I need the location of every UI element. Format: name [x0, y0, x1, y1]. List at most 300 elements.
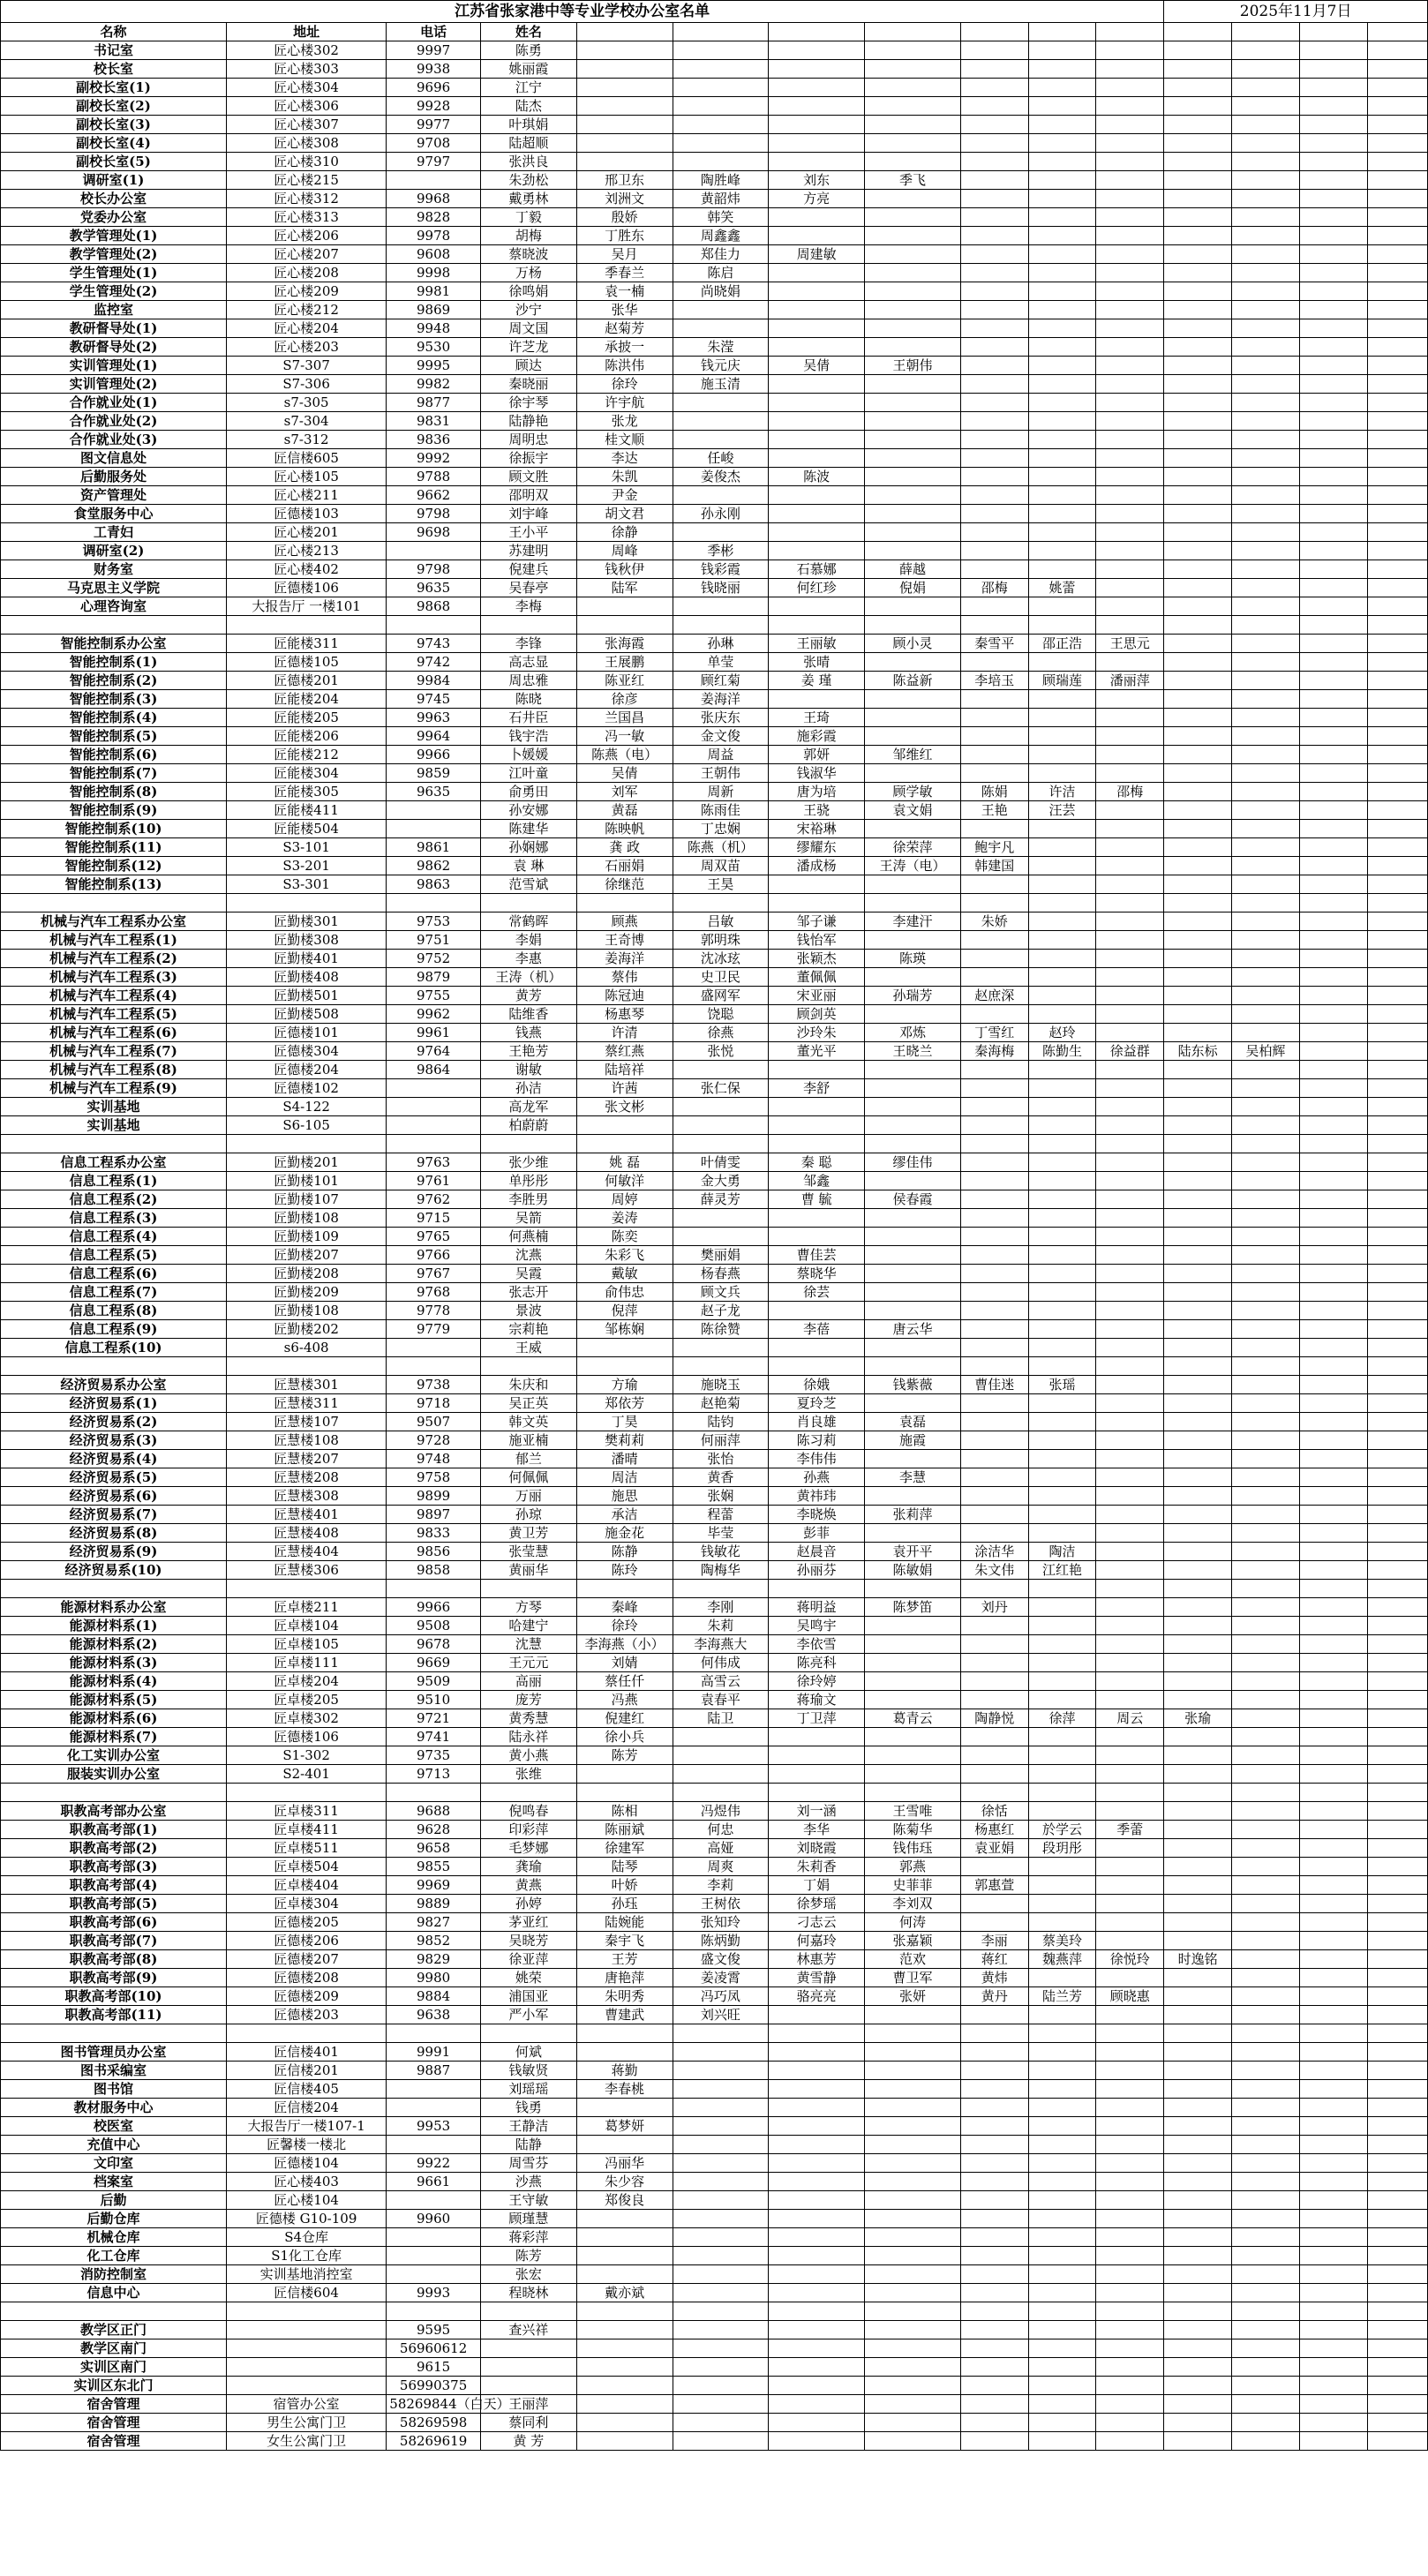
room-phone	[387, 616, 481, 635]
person-name	[1164, 1617, 1232, 1635]
table-row	[1, 801, 1428, 820]
room-address: 匠卓楼304	[226, 1895, 386, 1913]
person-name	[1232, 875, 1300, 894]
room-phone: 9829	[387, 1950, 481, 1969]
person-name	[1232, 264, 1300, 282]
table-row	[1, 635, 1428, 653]
person-name	[1367, 505, 1427, 523]
person-name	[1028, 1153, 1096, 1172]
person-name	[1028, 1116, 1096, 1135]
person-name	[865, 2247, 961, 2265]
room-name: 职教高考部(10)	[1, 1987, 227, 2006]
person-name	[1028, 764, 1096, 783]
person-name	[673, 2395, 769, 2414]
person-name	[1232, 542, 1300, 560]
person-name	[1299, 97, 1367, 116]
person-name	[960, 1302, 1028, 1320]
room-name: 机械与汽车工程系办公室	[1, 912, 227, 931]
person-name	[1232, 2414, 1300, 2432]
room-name: 后勤服务处	[1, 468, 227, 486]
room-phone: 9868	[387, 597, 481, 616]
person-name	[865, 2228, 961, 2247]
person-name	[1232, 1172, 1300, 1190]
person-name	[769, 227, 865, 245]
room-name: 实训管理处(1)	[1, 357, 227, 375]
person-name	[1299, 894, 1367, 912]
person-name	[1164, 1821, 1232, 1839]
room-name	[1, 1135, 227, 1153]
table-row	[1, 1468, 1428, 1487]
person-name: 丁昊	[576, 1413, 673, 1431]
person-name: 宋裕琳	[769, 820, 865, 838]
room-address: 匠信楼204	[226, 2099, 386, 2117]
table-row	[1, 2339, 1428, 2358]
person-name: 韩建国	[960, 857, 1028, 875]
person-name: 施彩霞	[769, 727, 865, 746]
person-name: 夏玲芝	[769, 1394, 865, 1413]
person-name	[1299, 227, 1367, 245]
person-name	[960, 2321, 1028, 2339]
person-name	[1232, 838, 1300, 857]
table-row	[1, 1691, 1428, 1709]
person-name	[1299, 2302, 1367, 2321]
person-name	[1164, 1802, 1232, 1821]
person-name	[1367, 2136, 1427, 2154]
person-name: 时逸铭	[1164, 1950, 1232, 1969]
person-name	[1299, 282, 1367, 301]
room-name: 党委办公室	[1, 208, 227, 227]
person-name	[673, 1061, 769, 1079]
table-row	[1, 2173, 1428, 2191]
person-name	[576, 2265, 673, 2284]
person-name: 黄炜	[960, 1969, 1028, 1987]
table-row	[1, 820, 1428, 838]
person-name: 李伟伟	[769, 1450, 865, 1468]
table-row	[1, 987, 1428, 1005]
person-name	[1096, 2173, 1164, 2191]
table-row	[1, 672, 1428, 690]
person-name	[1232, 2395, 1300, 2414]
person-name	[1367, 1839, 1427, 1858]
person-name	[673, 1228, 769, 1246]
person-name	[865, 301, 961, 319]
person-name	[1096, 41, 1164, 60]
person-name: 涂洁华	[960, 1543, 1028, 1561]
person-name: 赵艳菊	[673, 1394, 769, 1413]
person-name: 陈敏娟	[865, 1561, 961, 1580]
person-name	[673, 1765, 769, 1784]
person-name: 陈益新	[865, 672, 961, 690]
person-name: 冯丽华	[576, 2154, 673, 2173]
person-name	[1367, 116, 1427, 134]
room-name: 经济贸易系(1)	[1, 1394, 227, 1413]
person-name	[1164, 505, 1232, 523]
person-name	[1367, 801, 1427, 820]
person-name	[1164, 2136, 1232, 2154]
room-phone: 9968	[387, 190, 481, 208]
table-row	[1, 653, 1428, 672]
person-name	[1096, 1506, 1164, 1524]
person-name	[865, 375, 961, 394]
person-name	[1164, 1784, 1232, 1802]
room-name: 充值中心	[1, 2136, 227, 2154]
person-name: 张龙	[576, 412, 673, 431]
person-name	[960, 1246, 1028, 1265]
person-name	[1232, 2154, 1300, 2173]
person-name	[1299, 1320, 1367, 1339]
person-name: 张莉萍	[865, 1506, 961, 1524]
table-row	[1, 1561, 1428, 1580]
room-name: 能源材料系(1)	[1, 1617, 227, 1635]
person-name	[865, 820, 961, 838]
person-name: 陶梅华	[673, 1561, 769, 1580]
person-name: 秦海梅	[960, 1042, 1028, 1061]
room-name	[1, 1580, 227, 1598]
person-name	[960, 1431, 1028, 1450]
person-name: 张华	[576, 301, 673, 319]
table-row	[1, 1042, 1428, 1061]
person-name	[769, 1302, 865, 1320]
room-phone: 9753	[387, 912, 481, 931]
person-name: 吴倩	[576, 764, 673, 783]
person-name	[1299, 1802, 1367, 1821]
room-phone: 9741	[387, 1728, 481, 1746]
person-name	[769, 2358, 865, 2377]
person-name	[673, 1580, 769, 1598]
person-name	[1367, 1042, 1427, 1061]
person-name	[673, 134, 769, 153]
person-name	[960, 338, 1028, 357]
person-name	[1232, 950, 1300, 968]
person-name	[769, 875, 865, 894]
person-name	[1028, 97, 1096, 116]
person-name	[1164, 2265, 1232, 2284]
person-name	[1164, 987, 1232, 1005]
person-name: 朱莉	[673, 1617, 769, 1635]
person-name	[1028, 1413, 1096, 1431]
person-name	[1028, 2265, 1096, 2284]
person-name	[673, 2302, 769, 2321]
person-name	[960, 2302, 1028, 2321]
room-address: 匠卓楼411	[226, 1821, 386, 1839]
person-name	[1096, 727, 1164, 746]
person-name	[865, 1672, 961, 1691]
person-name	[1164, 1320, 1232, 1339]
person-name	[1028, 1913, 1096, 1932]
person-name	[1164, 79, 1232, 97]
person-name: 袁文娟	[865, 801, 961, 820]
person-name	[1164, 672, 1232, 690]
room-phone: 9831	[387, 412, 481, 431]
person-name	[1164, 1858, 1232, 1876]
person-name	[1028, 2228, 1096, 2247]
person-name	[960, 1153, 1028, 1172]
person-name	[576, 1580, 673, 1598]
person-name	[1299, 1506, 1367, 1524]
person-name	[1164, 1654, 1232, 1672]
room-phone: 9977	[387, 116, 481, 134]
person-name	[1299, 449, 1367, 468]
person-name	[960, 2284, 1028, 2302]
person-name	[1367, 1506, 1427, 1524]
room-address: S4-122	[226, 1098, 386, 1116]
room-address: 匠卓楼204	[226, 1672, 386, 1691]
person-name	[1299, 1598, 1367, 1617]
room-name: 信息工程系(1)	[1, 1172, 227, 1190]
person-name	[1028, 301, 1096, 319]
person-name	[576, 2024, 673, 2043]
person-name	[1028, 1265, 1096, 1283]
table-row	[1, 1598, 1428, 1617]
person-name	[1096, 2284, 1164, 2302]
person-name: 张庆东	[673, 709, 769, 727]
room-address: 匠勤楼101	[226, 1172, 386, 1190]
person-name	[960, 1691, 1028, 1709]
person-name	[769, 1746, 865, 1765]
room-phone: 9767	[387, 1265, 481, 1283]
person-name: 陆永祥	[480, 1728, 576, 1746]
person-name	[865, 134, 961, 153]
person-name: 王涛（电）	[865, 857, 961, 875]
person-name	[1367, 1876, 1427, 1895]
person-name: 石慕娜	[769, 560, 865, 579]
person-name	[1028, 227, 1096, 245]
person-name	[865, 1209, 961, 1228]
room-name: 职教高考部(9)	[1, 1969, 227, 1987]
room-name: 智能控制系(9)	[1, 801, 227, 820]
person-name: 单莹	[673, 653, 769, 672]
room-phone: 9962	[387, 1005, 481, 1024]
person-name	[769, 412, 865, 431]
person-name: 张悦	[673, 1042, 769, 1061]
person-name	[576, 2377, 673, 2395]
person-name	[1232, 1209, 1300, 1228]
person-name	[1164, 1079, 1232, 1098]
person-name	[1028, 653, 1096, 672]
person-name	[1028, 60, 1096, 79]
person-name	[673, 616, 769, 635]
room-address: 匠信楼201	[226, 2062, 386, 2080]
person-name: 黄香	[673, 1468, 769, 1487]
person-name	[1164, 1746, 1232, 1765]
person-name	[960, 282, 1028, 301]
room-phone: 9879	[387, 968, 481, 987]
person-name	[1232, 1357, 1300, 1376]
person-name: 李梅	[480, 597, 576, 616]
room-address: S3-301	[226, 875, 386, 894]
room-name: 调研室(1)	[1, 171, 227, 190]
person-name	[960, 2080, 1028, 2099]
person-name: 施金花	[576, 1524, 673, 1543]
room-address: 匠勤楼508	[226, 1005, 386, 1024]
person-name: 秦晓丽	[480, 375, 576, 394]
person-name	[960, 2136, 1028, 2154]
room-name: 教学区南门	[1, 2339, 227, 2358]
room-name: 能源材料系办公室	[1, 1598, 227, 1617]
person-name: 董光平	[769, 1042, 865, 1061]
person-name	[1096, 1932, 1164, 1950]
table-row	[1, 468, 1428, 486]
person-name: 李莉	[673, 1876, 769, 1895]
person-name: 朱莉香	[769, 1858, 865, 1876]
person-name: 顾小灵	[865, 635, 961, 653]
room-address: 匠心楼104	[226, 2191, 386, 2210]
room-name: 能源材料系(3)	[1, 1654, 227, 1672]
person-name	[1096, 2265, 1164, 2284]
room-name: 智能控制系(13)	[1, 875, 227, 894]
person-name	[769, 97, 865, 116]
person-name	[1367, 208, 1427, 227]
person-name: 沈冰玹	[673, 950, 769, 968]
table-row	[1, 208, 1428, 227]
person-name	[960, 2265, 1028, 2284]
person-name: 吕敏	[673, 912, 769, 931]
person-name	[1096, 820, 1164, 838]
room-name: 副校长室(3)	[1, 116, 227, 134]
person-name	[960, 449, 1028, 468]
person-name	[960, 1079, 1028, 1098]
person-name	[960, 1858, 1028, 1876]
person-name	[1096, 1450, 1164, 1468]
person-name	[960, 1765, 1028, 1784]
person-name	[1096, 1098, 1164, 1116]
person-name	[1232, 190, 1300, 208]
person-name: 陆静艳	[480, 412, 576, 431]
person-name	[1164, 2432, 1232, 2451]
person-name: 王树依	[673, 1895, 769, 1913]
person-name: 姜海洋	[576, 950, 673, 968]
person-name	[673, 2339, 769, 2358]
person-name	[960, 597, 1028, 616]
person-name: 季春兰	[576, 264, 673, 282]
room-phone	[387, 2136, 481, 2154]
room-phone: 9948	[387, 319, 481, 338]
person-name	[865, 2358, 961, 2377]
person-name	[1299, 1561, 1367, 1580]
person-name	[1367, 171, 1427, 190]
room-address	[226, 1135, 386, 1153]
person-name	[1096, 875, 1164, 894]
person-name	[1367, 1987, 1427, 2006]
person-name	[673, 486, 769, 505]
person-name	[1299, 2173, 1367, 2191]
table-row	[1, 1969, 1428, 1987]
person-name	[1299, 1283, 1367, 1302]
person-name	[1367, 560, 1427, 579]
person-name	[1028, 319, 1096, 338]
person-name	[673, 412, 769, 431]
person-name	[960, 1413, 1028, 1431]
person-name	[1299, 2247, 1367, 2265]
person-name	[1232, 1728, 1300, 1746]
person-name	[1028, 1802, 1096, 1821]
person-name: 陈启	[673, 264, 769, 282]
person-name	[1367, 375, 1427, 394]
person-name	[865, 2043, 961, 2062]
person-name	[769, 2136, 865, 2154]
person-name	[1299, 1468, 1367, 1487]
person-name	[1096, 1635, 1164, 1654]
person-name	[1232, 1543, 1300, 1561]
person-name: 袁一楠	[576, 282, 673, 301]
table-row	[1, 486, 1428, 505]
room-phone: 9995	[387, 357, 481, 375]
person-name: 李海燕（小）	[576, 1635, 673, 1654]
person-name	[1096, 301, 1164, 319]
person-name	[1164, 357, 1232, 375]
person-name	[1028, 857, 1096, 875]
room-address: 匠勤楼108	[226, 1302, 386, 1320]
person-name	[960, 709, 1028, 727]
person-name	[769, 1228, 865, 1246]
room-address: 匠心楼306	[226, 97, 386, 116]
person-name: 丁胜东	[576, 227, 673, 245]
person-name	[960, 1635, 1028, 1654]
person-name	[673, 2043, 769, 2062]
room-name: 职教高考部(1)	[1, 1821, 227, 1839]
person-name	[1028, 560, 1096, 579]
person-name	[1164, 727, 1232, 746]
person-name	[865, 2006, 961, 2024]
person-name: 张宏	[480, 2265, 576, 2284]
person-name	[769, 301, 865, 319]
person-name: 王小平	[480, 523, 576, 542]
person-name: 胡梅	[480, 227, 576, 245]
room-name: 宿舍管理	[1, 2414, 227, 2432]
person-name	[769, 394, 865, 412]
person-name: 丁娟	[769, 1876, 865, 1895]
room-address: 匠勤楼202	[226, 1320, 386, 1339]
person-name	[960, 2377, 1028, 2395]
person-name: 高志显	[480, 653, 576, 672]
room-phone: 9745	[387, 690, 481, 709]
table-row	[1, 282, 1428, 301]
table-row	[1, 431, 1428, 449]
person-name: 徐彦	[576, 690, 673, 709]
person-name: 秦宇飞	[576, 1932, 673, 1950]
person-name: 哈建宁	[480, 1617, 576, 1635]
person-name	[1028, 912, 1096, 931]
table-row	[1, 79, 1428, 97]
room-address: 大报告厅 一楼101	[226, 597, 386, 616]
person-name: 赵玲	[1028, 1024, 1096, 1042]
person-name	[1164, 2062, 1232, 2080]
person-name: 陈习莉	[769, 1431, 865, 1450]
room-address: 匠德楼201	[226, 672, 386, 690]
header-phone: 电话	[387, 23, 481, 41]
person-name	[960, 134, 1028, 153]
person-name	[769, 2062, 865, 2080]
person-name	[1164, 41, 1232, 60]
room-phone	[387, 1116, 481, 1135]
person-name	[865, 1765, 961, 1784]
room-name: 信息工程系(2)	[1, 1190, 227, 1209]
person-name: 骆亮亮	[769, 1987, 865, 2006]
person-name	[576, 60, 673, 79]
room-name	[1, 1357, 227, 1376]
person-name	[1232, 523, 1300, 542]
person-name	[1367, 1190, 1427, 1209]
person-name: 李达	[576, 449, 673, 468]
room-name: 智能控制系(5)	[1, 727, 227, 746]
person-name: 钱秋伊	[576, 560, 673, 579]
person-name	[576, 134, 673, 153]
person-name: 饶聪	[673, 1005, 769, 1024]
person-name: 张志开	[480, 1283, 576, 1302]
room-name	[1, 2024, 227, 2043]
table-row	[1, 2284, 1428, 2302]
person-name	[1028, 1580, 1096, 1598]
